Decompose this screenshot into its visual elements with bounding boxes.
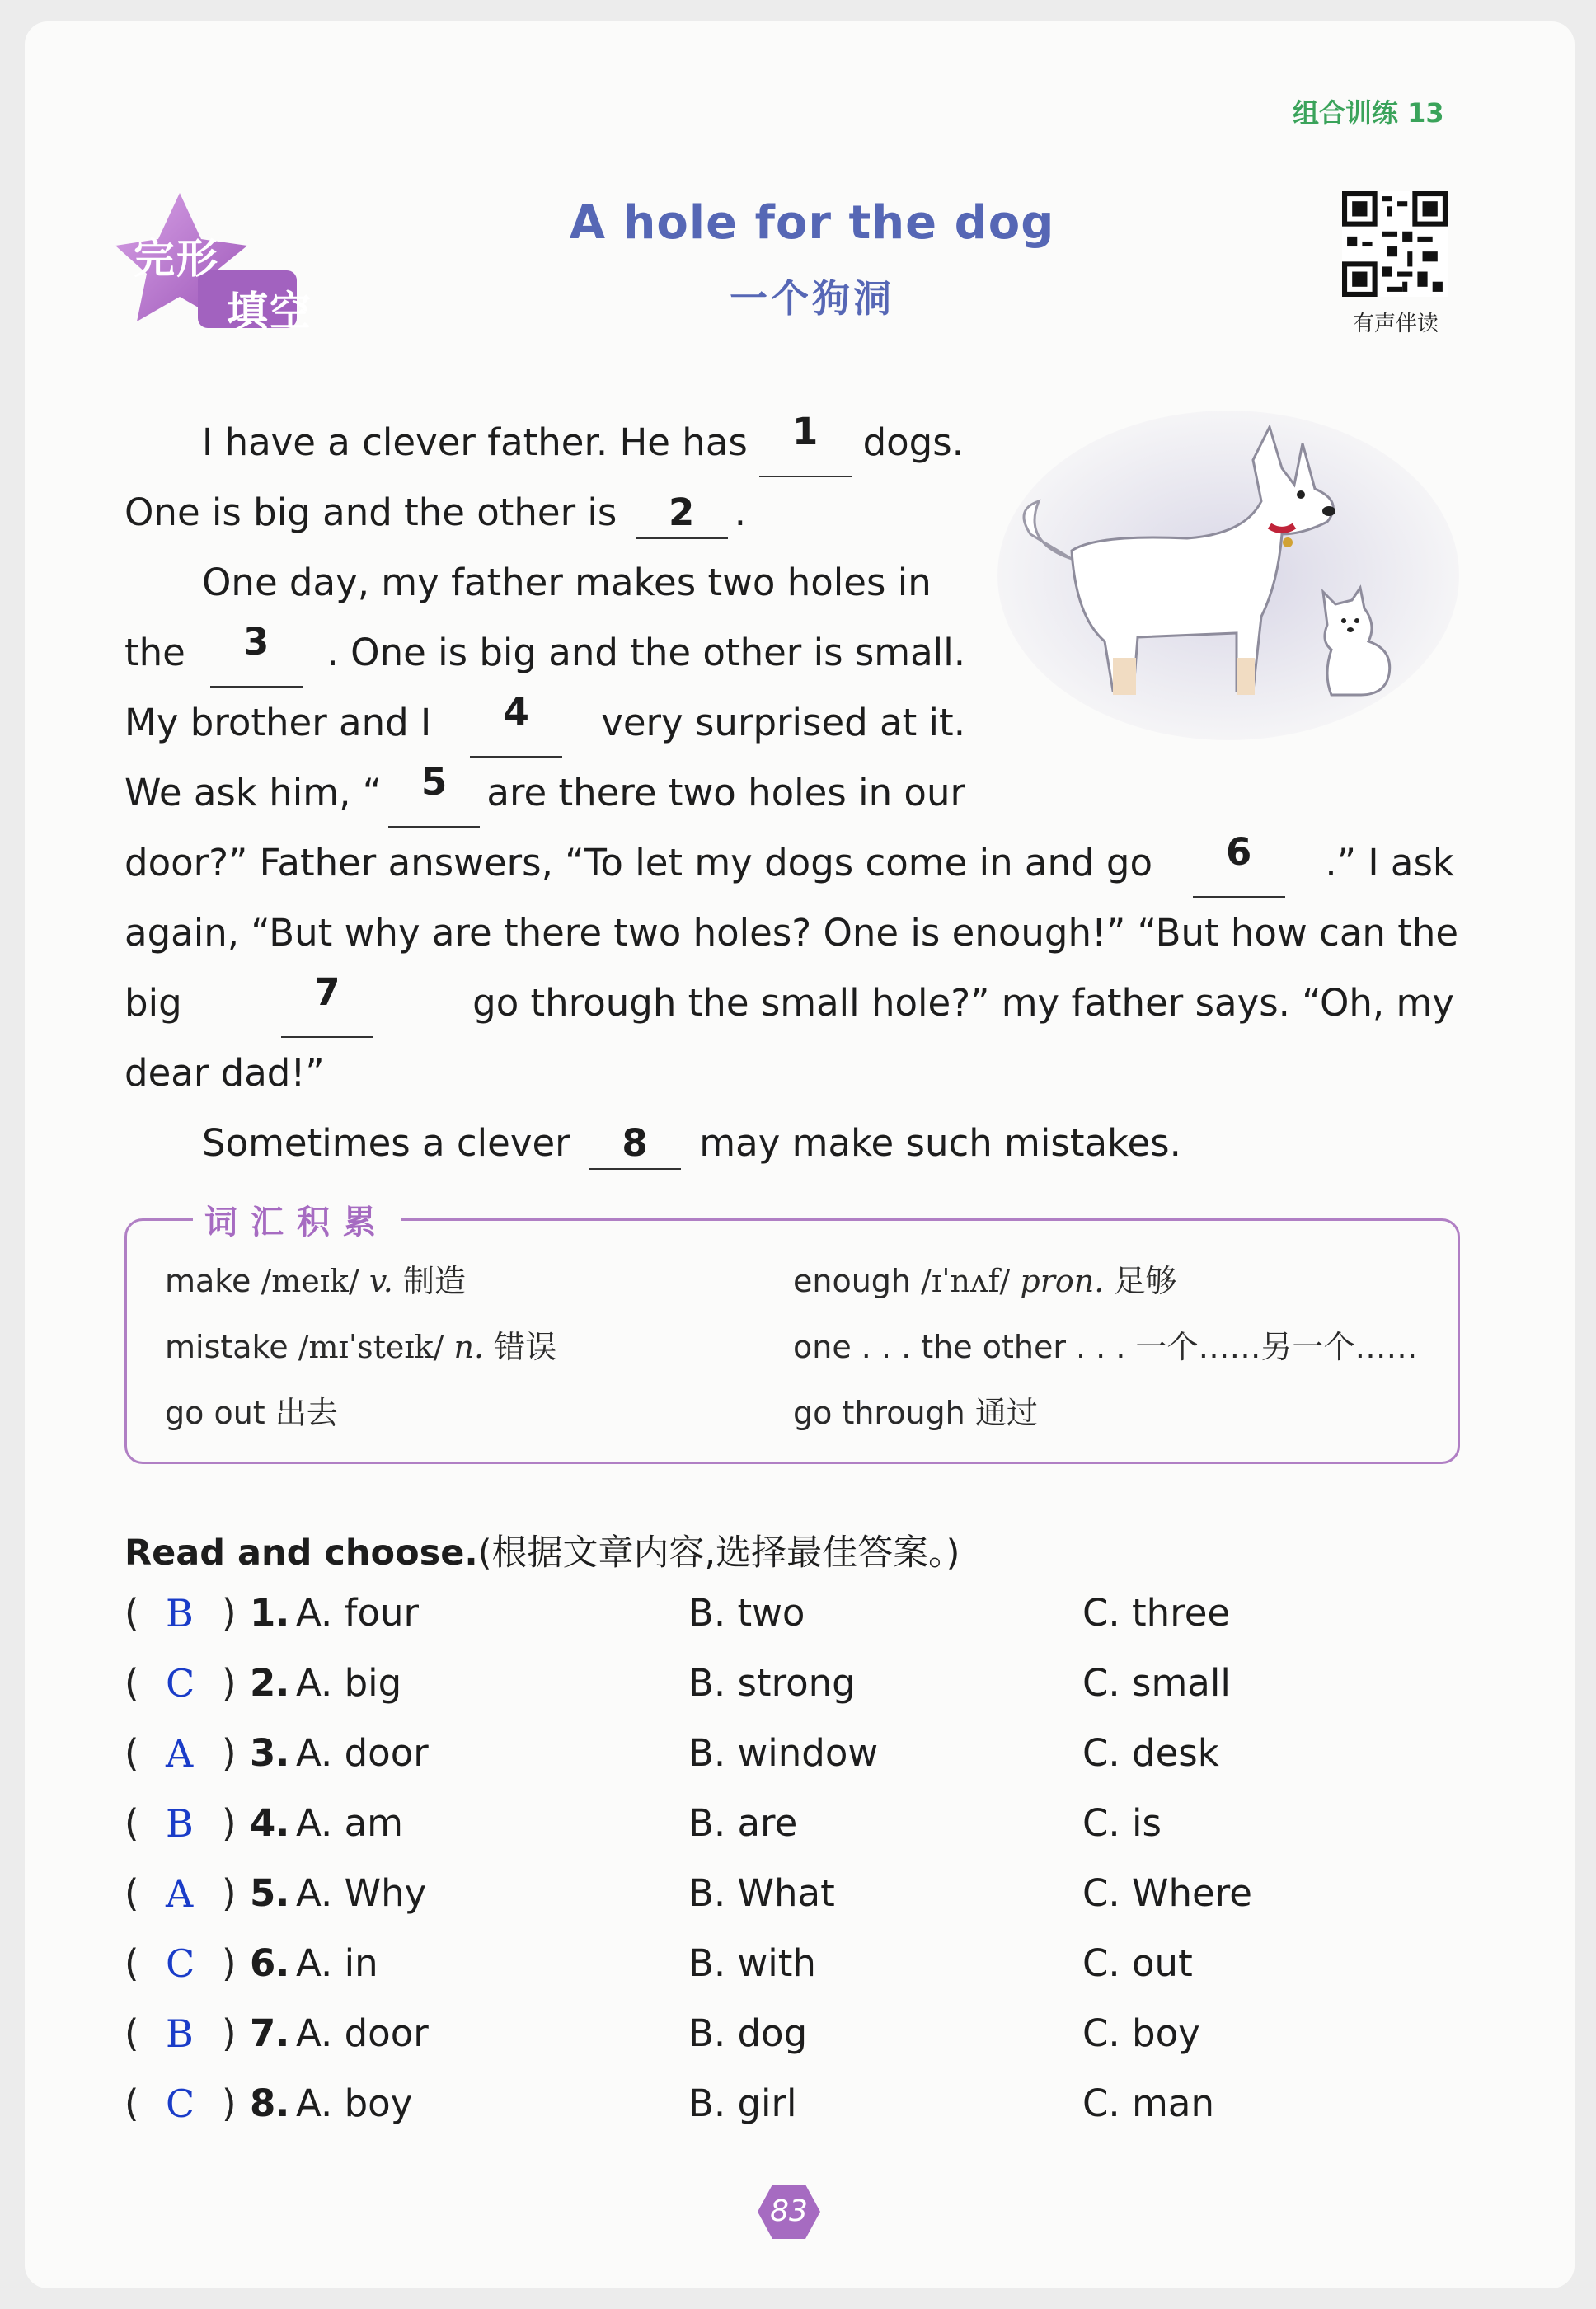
- question-row: ( B ) 4. A. am B. are C. is: [124, 1801, 1162, 1846]
- option-a[interactable]: A. am: [296, 1801, 404, 1845]
- option-c[interactable]: C. desk: [1082, 1731, 1219, 1775]
- option-b[interactable]: B. What: [688, 1871, 835, 1915]
- option-b[interactable]: B. two: [688, 1591, 805, 1635]
- question-row: ( C ) 6. A. in B. with C. out: [124, 1941, 1193, 1986]
- passage-line: the 3 . One is big and the other is small.: [124, 617, 965, 688]
- answer[interactable]: C: [166, 1941, 195, 1986]
- option-c[interactable]: C. Where: [1082, 1871, 1252, 1915]
- blank-7: 7: [281, 968, 373, 1038]
- blank-4: 4: [470, 688, 562, 758]
- vocab-item: make /meɪk/ v. 制造: [165, 1263, 466, 1299]
- vocab-title: 词汇积累: [193, 1196, 401, 1243]
- blank-5: 5: [388, 758, 480, 828]
- question-row: ( B ) 1. A. four B. two C. three: [124, 1591, 1231, 1636]
- passage-title-zh: 一个狗洞: [730, 276, 894, 321]
- option-c[interactable]: C. out: [1082, 1941, 1193, 1985]
- answer[interactable]: B: [166, 1591, 194, 1636]
- option-a[interactable]: A. door: [296, 2011, 429, 2055]
- blank-3: 3: [210, 617, 303, 688]
- passage-title-en: A hole for the dog: [569, 196, 1055, 250]
- question-row: ( B ) 7. A. door B. dog C. boy: [124, 2011, 1200, 2056]
- vocab-item: enough /ɪˈnʌf/ pron. 足够: [793, 1263, 1177, 1299]
- passage-line: My brother and I 4 very surprised at it.: [124, 688, 965, 758]
- option-b[interactable]: B. dog: [688, 2011, 808, 2055]
- answer[interactable]: B: [166, 1801, 194, 1846]
- vocab-item: one . . . the other . . . 一个……另一个……: [793, 1329, 1418, 1365]
- option-a[interactable]: A. door: [296, 1731, 429, 1775]
- option-c[interactable]: C. is: [1082, 1801, 1162, 1845]
- qr-label: 有声伴读: [1352, 312, 1439, 336]
- option-b[interactable]: B. strong: [688, 1661, 856, 1705]
- answer[interactable]: C: [166, 1661, 195, 1706]
- option-b[interactable]: B. with: [688, 1941, 816, 1985]
- dogs-illustration: [998, 411, 1459, 740]
- option-a[interactable]: A. Why: [296, 1871, 427, 1915]
- badge-line-2: 填空: [227, 288, 312, 336]
- passage-line: I have a clever father. He has 1 dogs.: [202, 407, 964, 477]
- option-c[interactable]: C. three: [1082, 1591, 1231, 1635]
- blank-1: 1: [759, 407, 852, 477]
- passage-line: again, “But why are there two holes? One is enough!” “But how can the: [124, 911, 1459, 955]
- option-c[interactable]: C. man: [1082, 2081, 1214, 2125]
- passage-line: Sometimes a clever 8 may make such mistakes.: [202, 1108, 1181, 1178]
- option-c[interactable]: C. small: [1082, 1661, 1231, 1705]
- option-a[interactable]: A. in: [296, 1941, 378, 1985]
- question-row: ( C ) 2. A. big B. strong C. small: [124, 1661, 1231, 1706]
- option-b[interactable]: B. are: [688, 1801, 798, 1845]
- blank-2: 2: [636, 488, 728, 539]
- vocab-item: mistake /mɪˈsteɪk/ n. 错误: [165, 1329, 557, 1365]
- answer[interactable]: A: [166, 1871, 194, 1916]
- blank-6: 6: [1193, 828, 1285, 898]
- answer[interactable]: B: [166, 2011, 194, 2056]
- questions-heading: Read and choose.(根据文章内容,选择最佳答案。): [124, 1532, 960, 1574]
- passage-line: We ask him, “ 5 are there two holes in our: [124, 758, 965, 828]
- vocab-item: go out 出去: [165, 1395, 338, 1431]
- qr-code-icon[interactable]: [1342, 191, 1448, 297]
- question-row: ( A ) 5. A. Why B. What C. Where: [124, 1871, 1252, 1916]
- option-b[interactable]: B. window: [688, 1731, 879, 1775]
- passage-line: big 7 go through the small hole?” my father says. “Oh, my: [124, 968, 1454, 1038]
- option-a[interactable]: A. big: [296, 1661, 402, 1705]
- passage-line: One is big and the other is 2 .: [124, 477, 746, 547]
- badge-line-1: 完形: [134, 235, 219, 283]
- unit-label: 组合训练 13: [1293, 97, 1444, 129]
- question-row: ( C ) 8. A. boy B. girl C. man: [124, 2081, 1214, 2126]
- passage-line: dear dad!”: [124, 1051, 325, 1095]
- blank-8: 8: [589, 1119, 681, 1170]
- option-b[interactable]: B. girl: [688, 2081, 797, 2125]
- page-number: 83: [756, 2183, 822, 2241]
- question-row: ( A ) 3. A. door B. window C. desk: [124, 1731, 1219, 1776]
- option-c[interactable]: C. boy: [1082, 2011, 1200, 2055]
- option-a[interactable]: A. boy: [296, 2081, 413, 2125]
- answer[interactable]: A: [166, 1731, 194, 1776]
- section-badge: [115, 188, 363, 336]
- option-a[interactable]: A. four: [296, 1591, 419, 1635]
- passage-line: One day, my father makes two holes in: [202, 561, 932, 604]
- vocab-box: [124, 1204, 1460, 1464]
- vocab-item: go through 通过: [793, 1395, 1038, 1431]
- passage-line: door?” Father answers, “To let my dogs come in and go 6 .” I ask: [124, 828, 1454, 898]
- answer[interactable]: C: [166, 2081, 195, 2126]
